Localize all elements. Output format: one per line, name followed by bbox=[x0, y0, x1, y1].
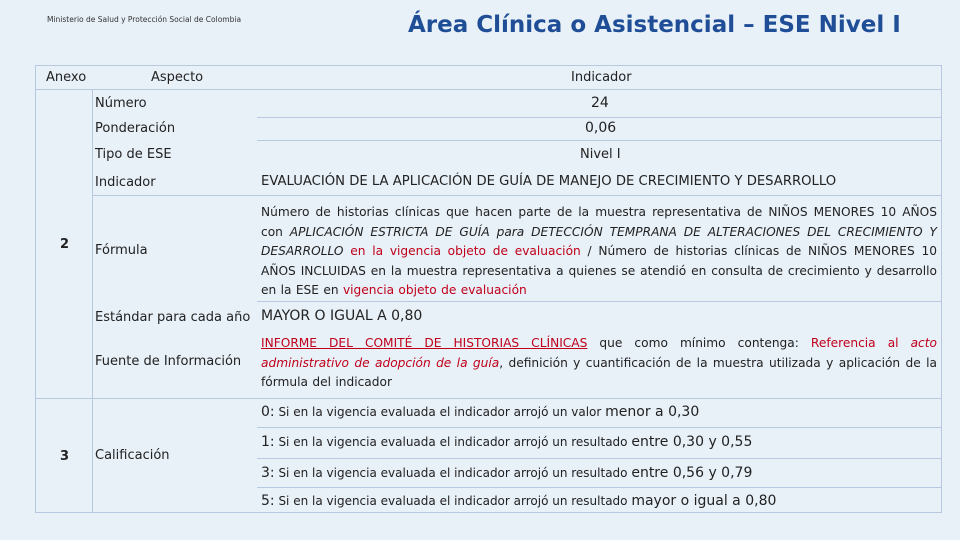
formula-part-1: Número de historias clínicas que hacen parte de la muestra representativa de NIÑOS MENORES 10 AÑOS con bbox=[261, 205, 937, 239]
calificacion-range: mayor o igual a 0,80 bbox=[631, 493, 777, 509]
calificacion-range: entre 0,30 y 0,55 bbox=[631, 434, 753, 450]
estandar-value: MAYOR O IGUAL A 0,80 bbox=[261, 308, 423, 324]
calificacion-score: 5: bbox=[261, 493, 275, 509]
calificacion-item bbox=[261, 465, 752, 481]
section-divider bbox=[35, 398, 942, 399]
anexo-3: 3 bbox=[60, 449, 70, 464]
formula-part-3: en la vigencia objeto de evaluación bbox=[343, 244, 581, 258]
row-divider bbox=[257, 458, 942, 459]
tipo-ese-label: Tipo de ESE bbox=[95, 147, 172, 162]
numero-value: 24 bbox=[591, 95, 609, 111]
indicator-table bbox=[35, 65, 942, 513]
calificacion-score: 0: bbox=[261, 404, 275, 420]
fuente-label: Fuente de Información bbox=[95, 354, 242, 369]
calificacion-score: 1: bbox=[261, 434, 275, 450]
calificacion-text: Si en la vigencia evaluada el indicador arrojó un resultado bbox=[274, 435, 632, 449]
fuente-part-5: , definición y cuantificación de la muestra utilizada y aplicación de la fórmula del indicador bbox=[261, 355, 937, 389]
row-divider bbox=[257, 487, 942, 488]
indicador-label: Indicador bbox=[95, 175, 156, 190]
row-divider bbox=[257, 301, 942, 302]
numero-label: Número bbox=[95, 96, 147, 111]
table-top-border bbox=[35, 65, 942, 66]
fuente-part-1: INFORME DEL COMITÉ DE HISTORIAS CLÍNICAS bbox=[261, 336, 588, 350]
calificacion-text: Si en la vigencia evaluada el indicador arrojó un valor bbox=[274, 405, 606, 419]
calificacion-label: Calificación bbox=[95, 448, 170, 463]
ponderacion-label: Ponderación bbox=[95, 121, 176, 136]
anexo-2: 2 bbox=[60, 237, 70, 252]
row-divider bbox=[257, 117, 942, 118]
estandar-label: Estándar para cada año bbox=[95, 310, 251, 325]
row-divider bbox=[257, 427, 942, 428]
ponderacion-value: 0,06 bbox=[585, 120, 617, 136]
formula-part-2: APLICACIÓN ESTRICTA DE GUÍA para DETECCIÓN TEMPRANA DE ALTERACIONES DEL CRECIMIENTO Y DESARROLLO bbox=[261, 224, 937, 258]
ministry-name: Ministerio de Salud y Protección Social de Colombia bbox=[47, 15, 242, 24]
row-divider bbox=[92, 195, 942, 196]
header-divider bbox=[35, 89, 942, 90]
calificacion-score: 3: bbox=[261, 465, 275, 481]
formula-part-5: vigencia objeto de evaluación bbox=[342, 283, 527, 297]
fuente-text bbox=[261, 334, 937, 393]
formula-part-4: / Número de historias clínicas de NIÑOS MENORES 10 AÑOS INCLUIDAS en la muestra representativa a quienes se atendió en consulta de crecimiento y desarrollo en la ESE en bbox=[261, 244, 937, 297]
fuente-part-4: acto administrativo de adopción de la guía bbox=[261, 336, 937, 370]
calificacion-text: Si en la vigencia evaluada el indicador arrojó un resultado bbox=[274, 466, 632, 480]
calificacion-range: entre 0,56 y 0,79 bbox=[631, 465, 753, 481]
table-left-border bbox=[35, 65, 36, 513]
calificacion-range: menor a 0,30 bbox=[605, 404, 700, 420]
header-indicador: Indicador bbox=[571, 70, 632, 85]
indicador-value: EVALUACIÓN DE LA APLICACIÓN DE GUÍA DE MANEJO DE CRECIMIENTO Y DESARROLLO bbox=[261, 174, 837, 189]
table-bottom-border bbox=[35, 512, 942, 513]
table-right-border bbox=[941, 65, 942, 513]
header-aspecto: Aspecto bbox=[151, 70, 204, 85]
formula-text bbox=[261, 203, 937, 301]
fuente-part-2: que como mínimo contenga: bbox=[587, 336, 811, 350]
formula-label: Fórmula bbox=[95, 243, 148, 258]
calificacion-text: Si en la vigencia evaluada el indicador arrojó un resultado bbox=[274, 494, 632, 508]
fuente-part-3: Referencia al bbox=[810, 336, 911, 350]
calificacion-item bbox=[261, 434, 752, 450]
calificacion-item bbox=[261, 493, 776, 509]
calificacion-item bbox=[261, 404, 699, 420]
column-divider bbox=[92, 89, 93, 513]
tipo-ese-value: Nivel I bbox=[580, 147, 621, 162]
header-anexo: Anexo bbox=[46, 70, 87, 85]
page-title: Área Clínica o Asistencial – ESE Nivel I bbox=[408, 12, 901, 38]
row-divider bbox=[257, 140, 942, 141]
